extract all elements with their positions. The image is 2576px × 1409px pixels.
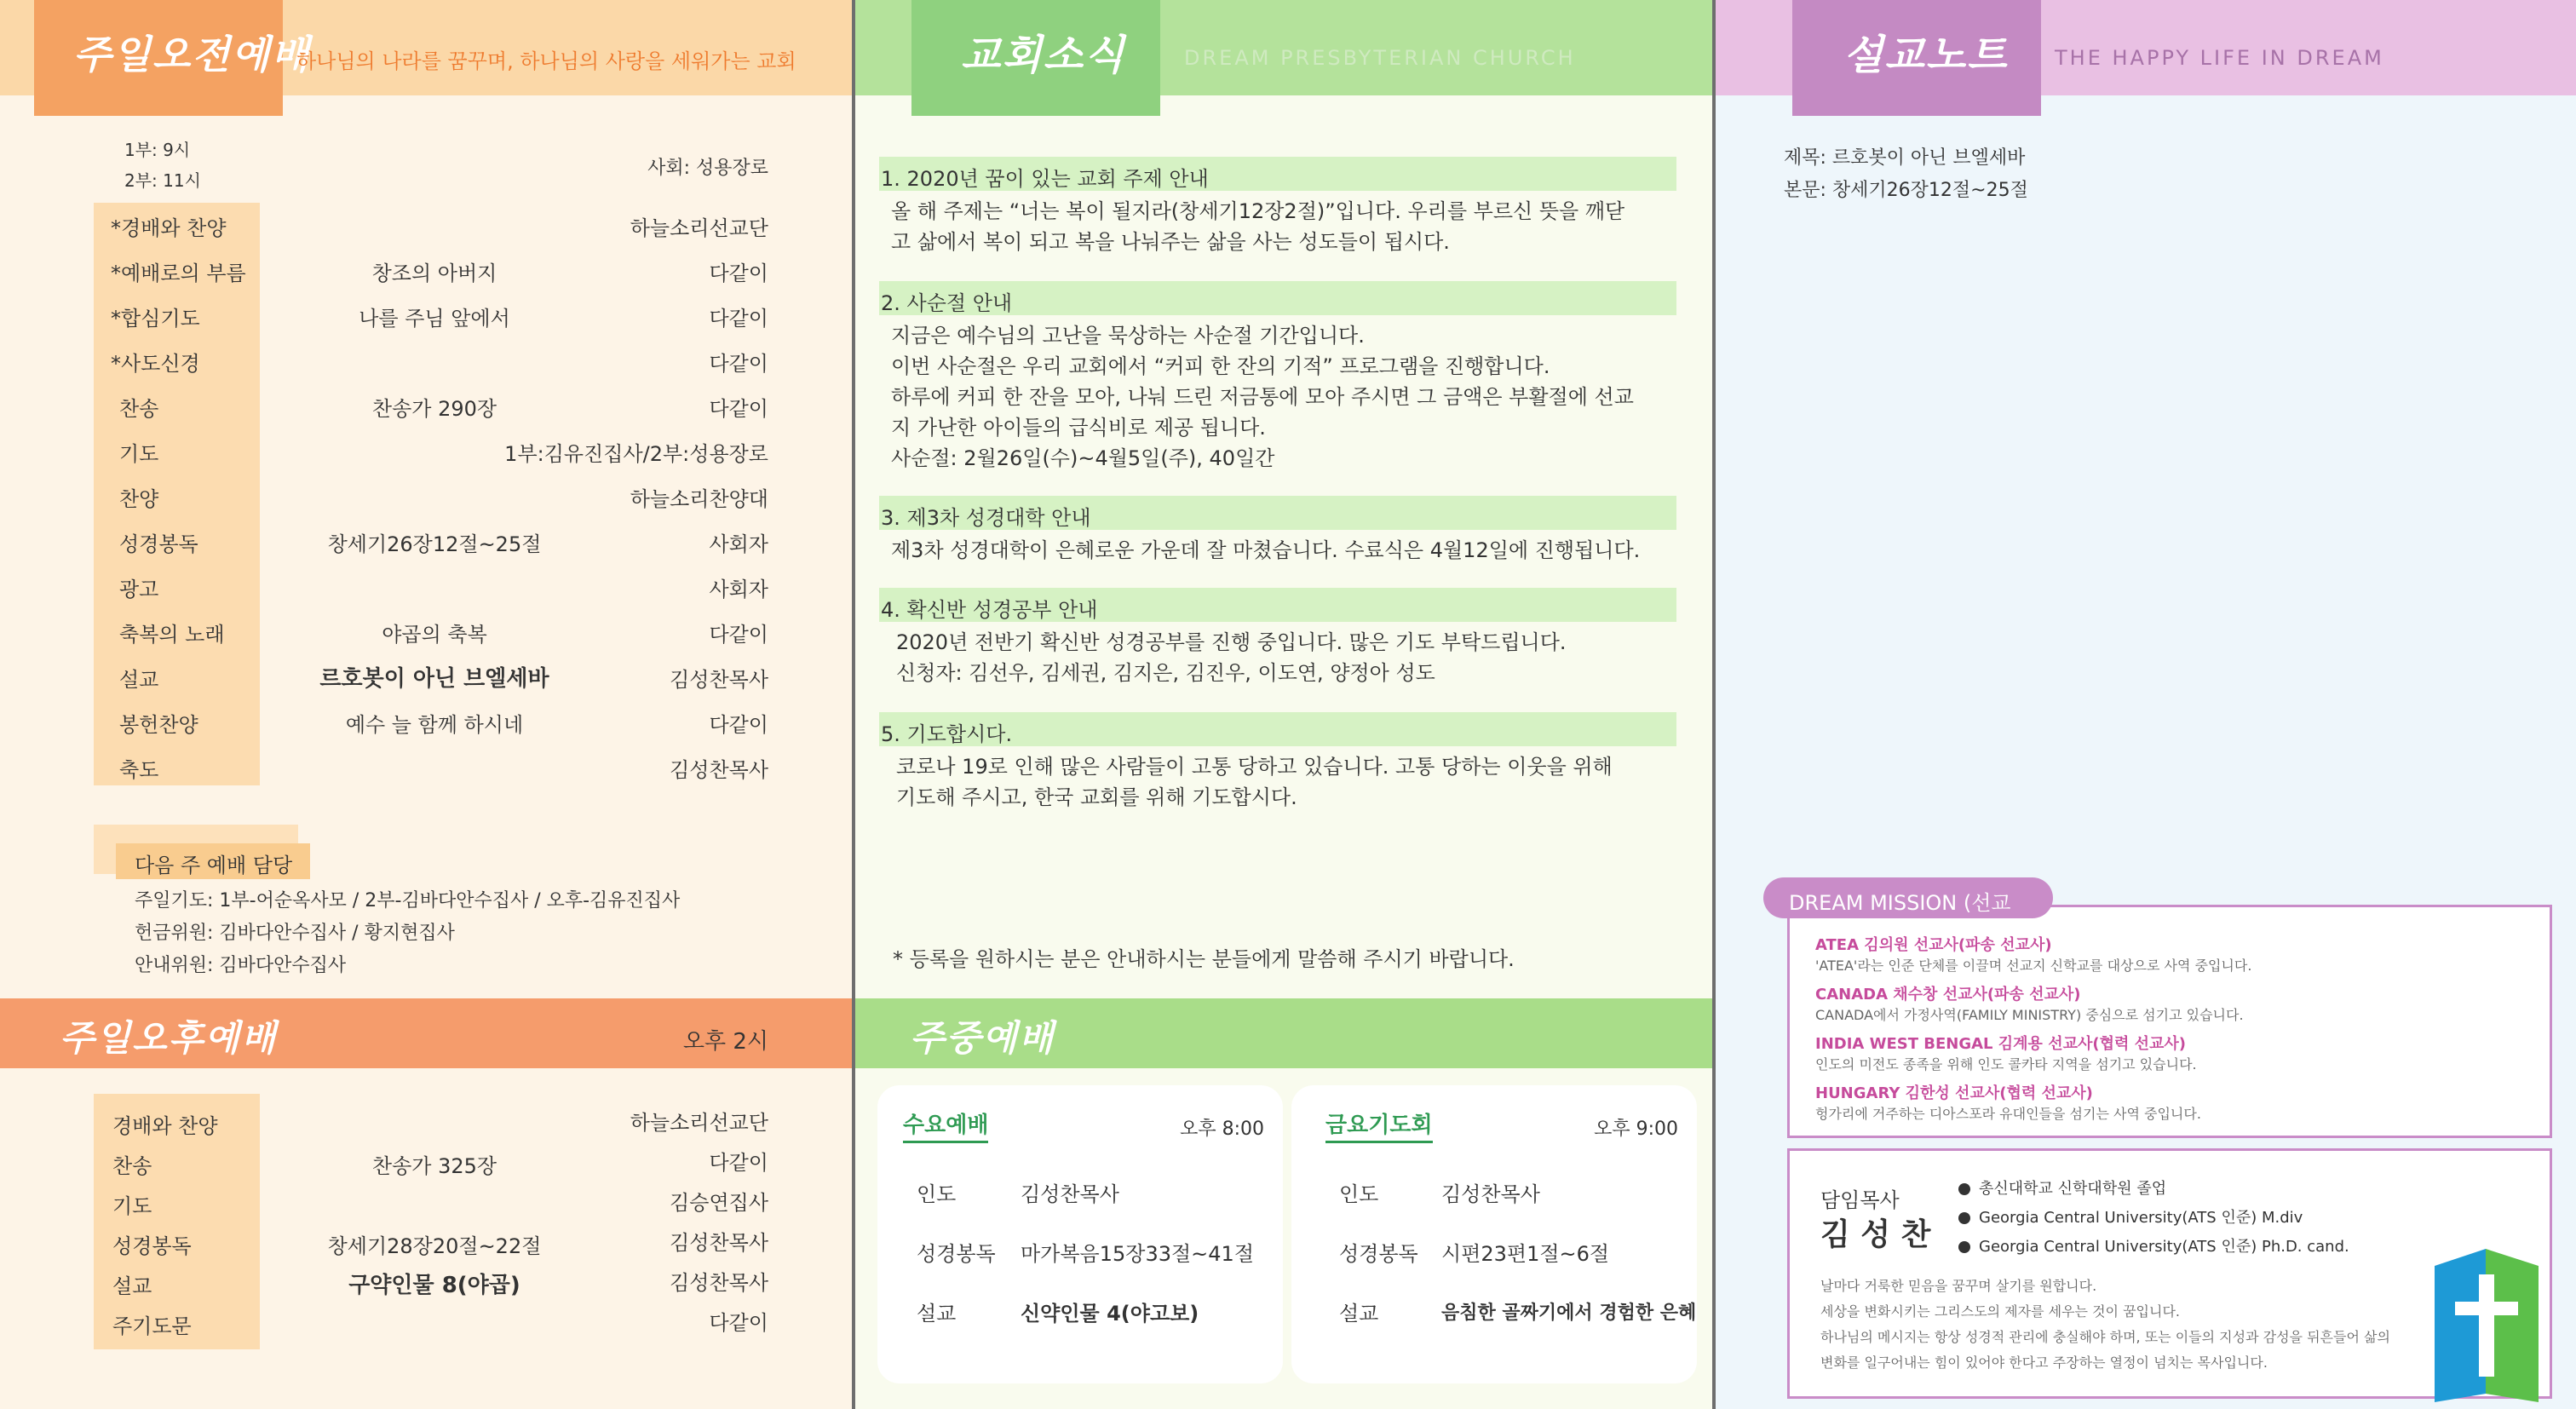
news-heading: 2. 사순절 안내 bbox=[881, 291, 1013, 315]
news-line: 하루에 커피 한 잔을 모아, 나눠 드린 저금통에 모아 주시면 그 금액은 부활절에 선교 bbox=[891, 385, 1634, 409]
afternoon-time: 오후 2시 bbox=[682, 1029, 768, 1055]
order-detail: 창세기28장20절~22절 bbox=[327, 1234, 542, 1258]
mission-box bbox=[1787, 905, 2552, 1138]
mission-desc: 인도의 미전도 종족을 위해 인도 콜카타 지역을 섬기고 있습니다. bbox=[1815, 1056, 2197, 1073]
bullet-icon bbox=[1958, 1183, 1970, 1195]
sermon-notes-title: 설교노트 bbox=[1843, 32, 2009, 79]
registration-note: * 등록을 원하시는 분은 안내하시는 분들에게 말씀해 주시기 바랍니다. bbox=[893, 947, 1515, 971]
sermon-title: 르호봇이 아닌 브엘세바 bbox=[319, 666, 549, 692]
next-week-offering: 헌금위원: 김바다안수집사 / 황지현집사 bbox=[135, 923, 455, 944]
order-name: *예배로의 부름 bbox=[111, 262, 246, 285]
order-name: 기도 bbox=[119, 442, 159, 466]
order-leader: 김성찬목사 bbox=[670, 1231, 768, 1255]
afternoon-title: 주일오후예배 bbox=[60, 1017, 278, 1059]
service-time-2: 2부: 11시 bbox=[124, 170, 201, 191]
order-name: *경배와 찬양 bbox=[111, 216, 227, 240]
order-name: 축복의 노래 bbox=[119, 623, 225, 647]
order-name: 성경봉독 bbox=[119, 532, 198, 556]
order-leader: 하늘소리선교단 bbox=[630, 1111, 768, 1135]
mission-title: CANADA 채수창 선교사(파송 선교사) bbox=[1815, 986, 2081, 1004]
card-row-key: 인도 bbox=[1339, 1182, 1379, 1206]
news-heading: 5. 기도합시다. bbox=[881, 722, 1013, 746]
order-leader: 다같이 bbox=[709, 1151, 768, 1175]
order-leader: 하늘소리선교단 bbox=[630, 216, 768, 240]
order-detail: 찬송가 325장 bbox=[371, 1154, 497, 1178]
wednesday-time: 오후 8:00 bbox=[1180, 1119, 1264, 1140]
order-leader: 사회자 bbox=[709, 532, 768, 556]
mission-desc: 헝가리에 거주하는 디아스포라 유대인들을 섬기는 사역 중입니다. bbox=[1815, 1106, 2201, 1122]
card-row-value: 시편23편1절~6절 bbox=[1441, 1242, 1610, 1266]
order-name: 성경봉독 bbox=[112, 1234, 192, 1258]
order-name: 찬송 bbox=[119, 397, 159, 421]
wednesday-title: 수요예배 bbox=[903, 1107, 988, 1143]
church-slogan: 하나님의 나라를 꿈꾸며, 하나님의 사랑을 세워가는 교회 bbox=[296, 49, 796, 73]
pastor-credential: 총신대학교 신학대학원 졸업 bbox=[1958, 1176, 2166, 1199]
order-name: 봉헌찬양 bbox=[119, 713, 198, 737]
order-leader: 김승연집사 bbox=[670, 1191, 768, 1215]
order-leader: 다같이 bbox=[709, 262, 768, 285]
morning-worship-panel bbox=[0, 0, 852, 1409]
sermon-notes-panel bbox=[1716, 0, 2576, 1409]
order-name: 축도 bbox=[119, 758, 159, 782]
news-heading: 1. 2020년 꿈이 있는 교회 주제 안내 bbox=[881, 167, 1209, 191]
order-name: *합심기도 bbox=[111, 307, 200, 331]
order-leader: 다같이 bbox=[709, 713, 768, 737]
news-title: 교회소식 bbox=[961, 32, 1126, 79]
card-row-key: 설교 bbox=[917, 1302, 957, 1326]
order-leader: 다같이 bbox=[709, 623, 768, 647]
card-row-key: 설교 bbox=[1339, 1302, 1379, 1326]
order-leader: 다같이 bbox=[709, 1311, 768, 1335]
bullet-icon bbox=[1958, 1212, 1970, 1224]
order-name: 기도 bbox=[112, 1194, 152, 1218]
order-name: 광고 bbox=[119, 578, 159, 601]
church-cross-logo-icon bbox=[2435, 1249, 2539, 1402]
order-name: 설교 bbox=[112, 1274, 152, 1298]
mission-title: INDIA WEST BENGAL 김계용 선교사(협력 선교사) bbox=[1815, 1035, 2187, 1053]
news-heading: 3. 제3차 성경대학 안내 bbox=[881, 506, 1091, 530]
news-line: 신청자: 김선우, 김세권, 김지은, 김진우, 이도연, 양정아 성도 bbox=[896, 661, 1435, 685]
card-row-key: 성경봉독 bbox=[917, 1242, 996, 1266]
weekday-title: 주중예배 bbox=[910, 1017, 1055, 1059]
card-row-value: 마가복음15장33절~41절 bbox=[1021, 1242, 1255, 1266]
news-line: 코로나 19로 인해 많은 사람들이 고통 당하고 있습니다. 고통 당하는 이웃을 위해 bbox=[896, 755, 1613, 779]
order-detail: 창세기26장12절~25절 bbox=[327, 532, 542, 556]
sermon-text-line: 본문: 창세기26장12절~25절 bbox=[1784, 180, 2028, 201]
friday-title: 금요기도회 bbox=[1325, 1107, 1433, 1143]
news-line: 고 삶에서 복이 되고 복을 나눠주는 삶을 사는 성도들이 됩시다. bbox=[891, 230, 1450, 254]
order-leader: 다같이 bbox=[709, 352, 768, 376]
card-row-value: 김성찬목사 bbox=[1441, 1182, 1540, 1206]
order-leader: 하늘소리찬양대 bbox=[630, 487, 768, 511]
order-name: 경배와 찬양 bbox=[112, 1114, 218, 1138]
mission-title: HUNGARY 김한성 선교사(협력 선교사) bbox=[1815, 1084, 2093, 1102]
order-detail: 예수 늘 함께 하시네 bbox=[345, 713, 524, 737]
mission-desc: CANADA에서 가정사역(FAMILY MINISTRY) 중심으로 섬기고 있습니다. bbox=[1815, 1007, 2244, 1023]
next-week-label: 다음 주 예배 담당 bbox=[135, 854, 293, 877]
pastor-credential: Georgia Central University(ATS 인준) M.div bbox=[1958, 1205, 2303, 1228]
order-detail: 창조의 아버지 bbox=[371, 262, 497, 285]
news-line: 사순절: 2월26일(수)~4월5일(주), 40일간 bbox=[891, 446, 1275, 470]
news-heading: 4. 확신반 성경공부 안내 bbox=[881, 598, 1098, 622]
order-leader: 1부:김유진집사/2부:성용장로 bbox=[504, 442, 768, 466]
order-leader: 김성찬목사 bbox=[670, 668, 768, 692]
friday-card bbox=[1291, 1085, 1697, 1383]
order-name: *사도신경 bbox=[111, 352, 200, 376]
next-week-prayer: 주일기도: 1부-어순옥사모 / 2부-김바다안수집사 / 오후-김유진집사 bbox=[135, 890, 681, 912]
service-host: 사회: 성용장로 bbox=[647, 158, 768, 179]
mission-desc: 'ATEA'라는 인준 단체를 이끌며 선교지 신학교를 대상으로 사역 중입니다. bbox=[1815, 958, 2252, 974]
order-leader: 사회자 bbox=[709, 578, 768, 601]
afternoon-sermon-title: 구약인물 8(야곱) bbox=[348, 1273, 520, 1298]
pastor-bio-line: 세상을 변화시키는 그리스도의 제자를 세우는 것이 꿈입니다. bbox=[1820, 1303, 2181, 1320]
wednesday-card bbox=[877, 1085, 1283, 1383]
card-row-value: 음침한 골짜기에서 경험한 은혜 bbox=[1441, 1303, 1697, 1324]
card-row-key: 성경봉독 bbox=[1339, 1242, 1418, 1266]
order-leader: 다같이 bbox=[709, 397, 768, 421]
service-time-1: 1부: 9시 bbox=[124, 140, 191, 160]
pastor-bio-line: 날마다 거룩한 믿음을 꿈꾸며 살기를 원합니다. bbox=[1820, 1278, 2097, 1294]
news-line: 올 해 주제는 “너는 복이 될지라(창세기12장2절)”입니다. 우리를 부르신 뜻을 깨닫 bbox=[891, 199, 1625, 223]
order-detail: 야곱의 축복 bbox=[382, 623, 487, 647]
order-name: 찬송 bbox=[112, 1154, 152, 1178]
order-detail: 찬송가 290장 bbox=[371, 397, 497, 421]
order-leader: 김성찬목사 bbox=[670, 758, 768, 782]
news-line: 기도해 주시고, 한국 교회를 위해 기도합시다. bbox=[896, 785, 1297, 809]
pastor-role: 담임목사 bbox=[1820, 1188, 1900, 1212]
order-name: 주기도문 bbox=[112, 1314, 192, 1338]
sermon-subtitle: THE HAPPY LIFE IN DREAM bbox=[2055, 46, 2384, 70]
bullet-icon bbox=[1958, 1241, 1970, 1253]
card-row-value: 김성찬목사 bbox=[1021, 1182, 1119, 1206]
next-week-usher: 안내위원: 김바다안수집사 bbox=[135, 955, 347, 976]
card-row-value: 신약인물 4(야고보) bbox=[1021, 1302, 1199, 1326]
pastor-name: 김 성 찬 bbox=[1820, 1217, 1931, 1252]
order-detail: 나를 주님 앞에서 bbox=[359, 307, 510, 331]
news-line: 제3차 성경대학이 은혜로운 가운데 잘 마쳤습니다. 수료식은 4월12일에 진행됩니다. bbox=[891, 538, 1641, 562]
pastor-credential: Georgia Central University(ATS 인준) Ph.D. cand. bbox=[1958, 1234, 2349, 1257]
pastor-bio-line: 변화를 일구어내는 힘이 있어야 한다고 주장하는 열정이 넘치는 목사입니다. bbox=[1820, 1354, 2268, 1371]
morning-title: 주일오전예배 bbox=[73, 32, 311, 78]
church-news-panel bbox=[855, 0, 1712, 1409]
news-line: 지 가난한 아이들의 급식비로 제공 됩니다. bbox=[891, 416, 1266, 440]
friday-time: 오후 9:00 bbox=[1594, 1119, 1678, 1140]
order-leader: 다같이 bbox=[709, 307, 768, 331]
pastor-bio-line: 하나님의 메시지는 항상 성경적 관리에 충실해야 하며, 또는 이들의 지성과 감성을 뒤흔들어 삶의 bbox=[1820, 1329, 2390, 1345]
news-line: 지금은 예수님의 고난을 묵상하는 사순절 기간입니다. bbox=[891, 324, 1365, 348]
order-name: 찬양 bbox=[119, 487, 159, 511]
sermon-title-line: 제목: 르호봇이 아닌 브엘세바 bbox=[1784, 147, 2026, 169]
mission-label: DREAM MISSION (선교지) bbox=[1763, 877, 2053, 918]
news-line: 2020년 전반기 확신반 성경공부를 진행 중입니다. 많은 기도 부탁드립니다. bbox=[896, 630, 1567, 654]
news-subtitle: DREAM PRESBYTERIAN CHURCH bbox=[1184, 46, 1576, 70]
order-name: 설교 bbox=[119, 668, 159, 692]
order-leader: 김성찬목사 bbox=[670, 1271, 768, 1295]
card-row-key: 인도 bbox=[917, 1182, 957, 1206]
mission-title: ATEA 김의원 선교사(파송 선교사) bbox=[1815, 936, 2052, 954]
news-line: 이번 사순절은 우리 교회에서 “커피 한 잔의 기적” 프로그램을 진행합니다. bbox=[891, 354, 1550, 378]
